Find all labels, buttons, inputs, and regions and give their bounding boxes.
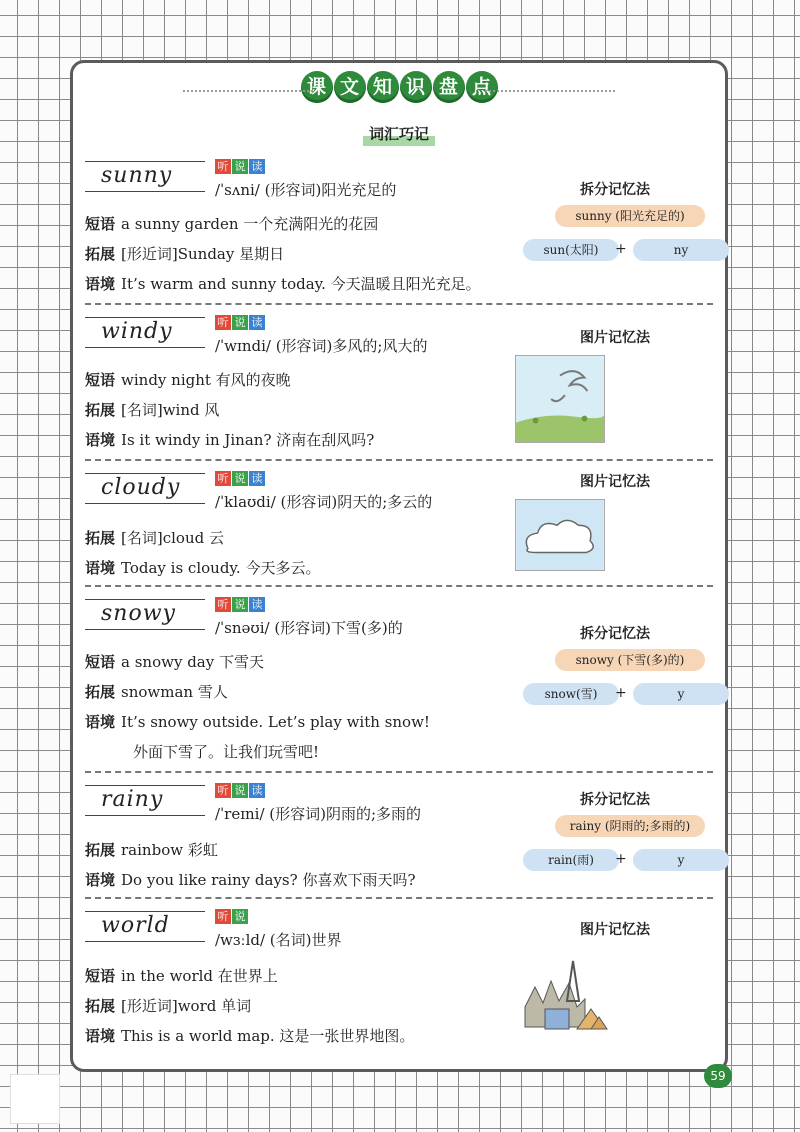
banner-divider-left <box>183 90 313 92</box>
phonetic: /ˈwɪndi/ (形容词)多风的;风大的 <box>215 337 428 355</box>
tag-say: 说 <box>232 159 248 174</box>
extend-row: 拓展 [名词]cloud 云 <box>85 529 224 547</box>
memory-aid <box>515 327 715 447</box>
banner-divider-right <box>485 90 615 92</box>
memory-aid <box>515 789 715 885</box>
phonetic: /wɜːld/ (名词)世界 <box>215 931 342 949</box>
aid-title: 拆分记忆法 <box>580 182 650 198</box>
entry-divider <box>85 459 713 461</box>
extend-row: 拓展 [形近词]Sunday 星期日 <box>85 245 285 263</box>
phrase-row: 短语 a sunny garden 一个充满阳光的花园 <box>85 215 379 233</box>
skill-tags <box>215 909 248 924</box>
memory-aid <box>515 179 715 275</box>
windy-illustration <box>515 355 605 443</box>
page-number: 59 <box>704 1064 732 1088</box>
section-banner <box>73 71 725 109</box>
tag-read: 读 <box>249 471 265 486</box>
split-part-right: y <box>633 849 729 871</box>
tag-read: 读 <box>249 597 265 612</box>
phonetic: /ˈsʌni/ (形容词)阳光充足的 <box>215 181 397 199</box>
word-box <box>85 783 205 823</box>
banner-char: 盘 <box>433 71 465 103</box>
aid-title: 图片记忆法 <box>580 330 650 346</box>
phonetic: /ˈklaʊdi/ (形容词)阴天的;多云的 <box>215 493 433 511</box>
tag-read: 读 <box>249 783 265 798</box>
skill-tags <box>215 471 265 486</box>
entry-divider <box>85 771 713 773</box>
context-row: 语境 Is it windy in Jinan? 济南在刮风吗? <box>85 431 375 449</box>
phrase-row: 短语 in the world 在世界上 <box>85 967 278 985</box>
aid-title: 图片记忆法 <box>580 474 650 490</box>
vocab-word: cloudy <box>101 475 181 500</box>
vocab-word: world <box>101 913 170 938</box>
banner-char: 识 <box>400 71 432 103</box>
tag-listen: 听 <box>215 159 231 174</box>
skill-tags <box>215 315 265 330</box>
context-row: 语境 Today is cloudy. 今天多云。 <box>85 559 321 577</box>
entry-divider <box>85 585 713 587</box>
plus-sign: + <box>615 241 627 257</box>
vocab-entry-cloudy <box>85 471 713 581</box>
tag-say: 说 <box>232 783 248 798</box>
context-row: 语境 It’s snowy outside. Let’s play with snow! <box>85 713 430 731</box>
split-part-right: ny <box>633 239 729 261</box>
cloud-illustration <box>515 499 605 571</box>
plus-sign: + <box>615 851 627 867</box>
split-diagram <box>515 649 715 719</box>
tag-say: 说 <box>232 597 248 612</box>
tag-listen: 听 <box>215 597 231 612</box>
split-diagram <box>515 205 715 275</box>
world-landmarks-illustration <box>515 947 615 1037</box>
extend-row: 拓展 [形近词]word 单词 <box>85 997 252 1015</box>
entry-divider <box>85 897 713 899</box>
extend-row: 拓展 rainbow 彩虹 <box>85 841 218 859</box>
banner-char: 文 <box>334 71 366 103</box>
vocab-word: sunny <box>101 163 173 188</box>
skill-tags <box>215 159 265 174</box>
content-panel <box>70 60 728 1072</box>
memory-aid <box>515 471 715 575</box>
memory-aid <box>515 919 715 1041</box>
vocab-entry-world <box>85 909 713 1059</box>
word-box <box>85 315 205 355</box>
phrase-row: 短语 a snowy day 下雪天 <box>85 653 264 671</box>
tag-listen: 听 <box>215 315 231 330</box>
tag-say: 说 <box>232 471 248 486</box>
context-row: 语境 Do you like rainy days? 你喜欢下雨天吗? <box>85 871 416 889</box>
split-part-left: snow(雪) <box>523 683 619 705</box>
vocab-entry-windy <box>85 315 713 455</box>
tag-listen: 听 <box>215 783 231 798</box>
banner-char: 知 <box>367 71 399 103</box>
skill-tags <box>215 597 265 612</box>
split-whole: snowy (下雪(多)的) <box>555 649 705 671</box>
phonetic: /ˈsnəʊi/ (形容词)下雪(多)的 <box>215 619 403 637</box>
entry-divider <box>85 303 713 305</box>
memory-aid <box>515 623 715 719</box>
context-row: 语境 It’s warm and sunny today. 今天温暖且阳光充足。 <box>85 275 481 293</box>
tag-say: 说 <box>232 315 248 330</box>
word-box <box>85 471 205 511</box>
split-whole: rainy (阴雨的;多雨的) <box>555 815 705 837</box>
tag-say: 说 <box>232 909 248 924</box>
section-subtitle: 词汇巧记 <box>73 123 725 144</box>
split-part-left: sun(太阳) <box>523 239 619 261</box>
extend-row: 拓展 [名词]wind 风 <box>85 401 220 419</box>
vocab-entry-snowy: snowy 听 说 读 /ˈsnəʊi/ (形容词)下雪(多)的 短语 a snowy day 下雪天 拓展 snowman 雪人 语境 It’s snowy outside. Let’s play with snow! 外面下雪了。让我们玩雪吧! 拆分记忆法 snowy (下雪(多)的) snow(雪) + y <box>85 597 713 767</box>
word-box <box>85 909 205 949</box>
vocab-word: windy <box>101 319 173 344</box>
plus-sign: + <box>615 685 627 701</box>
aid-title: 图片记忆法 <box>580 922 650 938</box>
vocab-word: rainy <box>101 787 164 812</box>
aid-title: 拆分记忆法 <box>580 626 650 642</box>
extend-row: 拓展 snowman 雪人 <box>85 683 228 701</box>
banner-char: 课 <box>301 71 333 103</box>
tag-read: 读 <box>249 315 265 330</box>
tag-listen: 听 <box>215 471 231 486</box>
split-diagram <box>515 815 715 885</box>
qr-code-icon <box>10 1074 60 1124</box>
vocab-entry-sunny <box>85 159 713 299</box>
split-part-left: rain(雨) <box>523 849 619 871</box>
word-box <box>85 597 205 637</box>
phonetic: /ˈreɪni/ (形容词)阴雨的;多雨的 <box>215 805 422 823</box>
tag-read: 读 <box>249 159 265 174</box>
word-box <box>85 159 205 199</box>
vocab-entry-rainy <box>85 783 713 893</box>
vocab-word: snowy <box>101 601 176 626</box>
phrase-row: 短语 windy night 有风的夜晚 <box>85 371 291 389</box>
context-row: 语境 This is a world map. 这是一张世界地图。 <box>85 1027 415 1045</box>
tag-listen: 听 <box>215 909 231 924</box>
banner-char: 点 <box>466 71 498 103</box>
skill-tags <box>215 783 265 798</box>
split-whole: sunny (阳光充足的) <box>555 205 705 227</box>
aid-title: 拆分记忆法 <box>580 792 650 808</box>
split-part-right: y <box>633 683 729 705</box>
